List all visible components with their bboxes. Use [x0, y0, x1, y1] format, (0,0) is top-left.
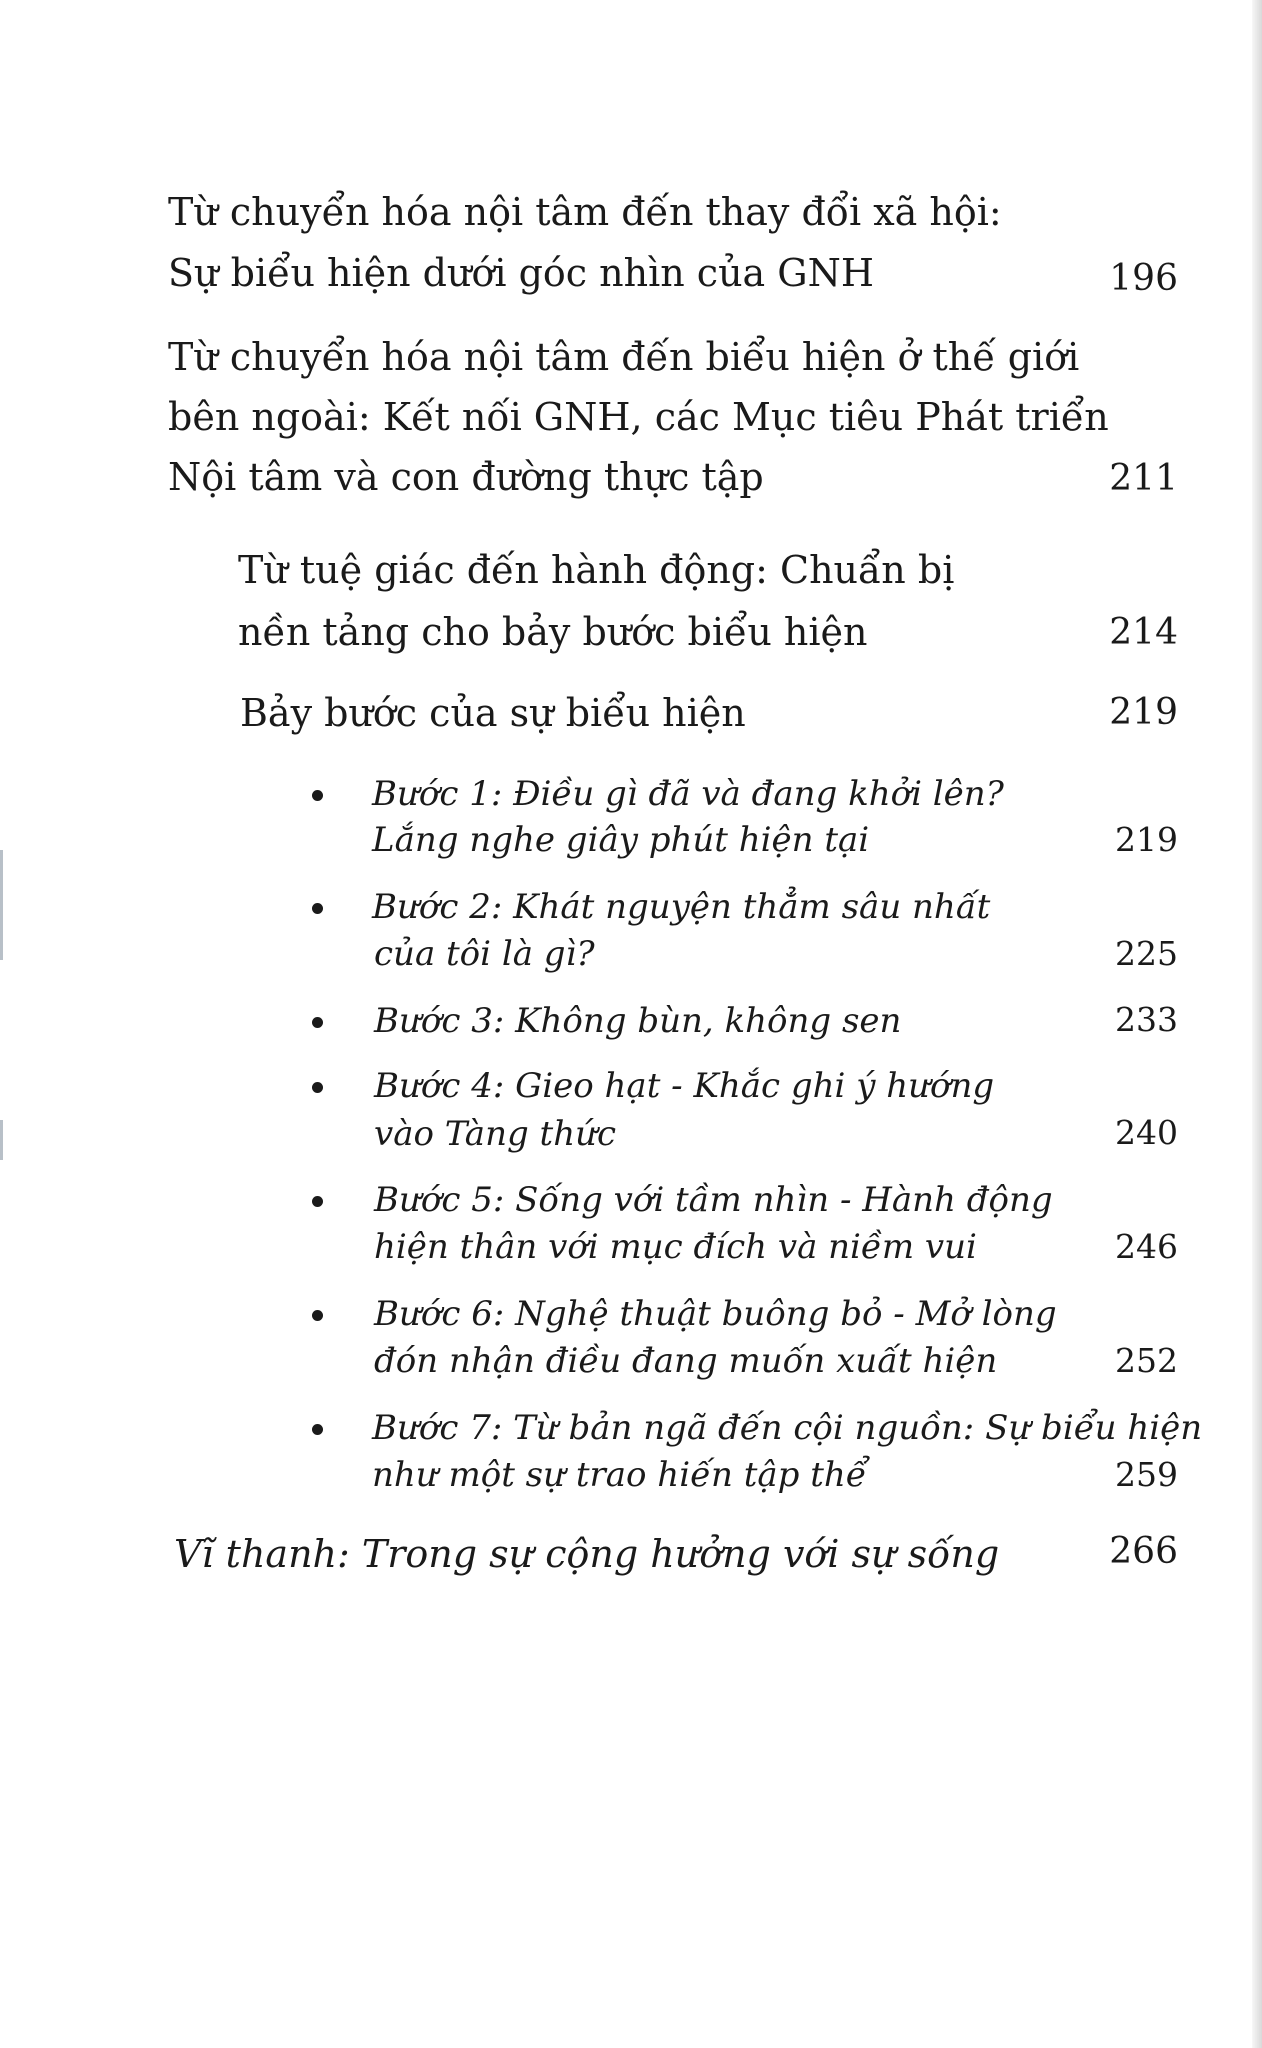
toc-entry-line: Nội tâm và con đường thực tập [168, 455, 764, 499]
toc-page-number: 266 [1109, 1531, 1178, 1572]
bullet-icon [312, 790, 323, 801]
toc-entry-line: Sự biểu hiện dưới góc nhìn của GNH [168, 251, 875, 295]
toc-page-number: 211 [1109, 458, 1178, 499]
toc-entry-line: nền tảng cho bảy bước biểu hiện [238, 610, 868, 654]
bullet-icon [312, 1424, 323, 1435]
toc-page-number: 196 [1109, 258, 1178, 299]
bullet-icon [312, 1196, 323, 1207]
scan-edge-mark [0, 1120, 3, 1160]
toc-entry-line: vào Tàng thức [374, 1114, 617, 1154]
toc-entry-line: Từ chuyển hóa nội tâm đến biểu hiện ở thế giới [168, 335, 1080, 379]
toc-entry-line: Bước 5: Sống với tầm nhìn - Hành động [374, 1180, 1053, 1220]
toc-entry-line: Từ tuệ giác đến hành động: Chuẩn bị [238, 548, 955, 592]
toc-entry-line: Bảy bước của sự biểu hiện [240, 691, 746, 735]
page-edge-shadow [1252, 0, 1262, 2048]
toc-entry-line: Lắng nghe giây phút hiện tại [372, 820, 870, 860]
bullet-icon [312, 1310, 323, 1321]
toc-page-number: 252 [1115, 1341, 1178, 1380]
toc-entry-line: Bước 6: Nghệ thuật buông bỏ - Mở lòng [374, 1294, 1057, 1334]
toc-page-number: 233 [1115, 1000, 1178, 1039]
toc-entry-line: Bước 4: Gieo hạt - Khắc ghi ý hướng [374, 1066, 995, 1106]
toc-page-number: 219 [1115, 820, 1178, 859]
toc-entry-line: bên ngoài: Kết nối GNH, các Mục tiêu Phát triển [168, 395, 1109, 439]
bullet-icon [312, 1082, 323, 1093]
toc-entry-line: Bước 3: Không bùn, không sen [374, 1001, 902, 1041]
toc-entry-line: hiện thân với mục đích và niềm vui [374, 1227, 977, 1267]
toc-page-number: 225 [1115, 934, 1178, 973]
toc-page-number: 214 [1109, 612, 1178, 653]
toc-entry-line: Bước 1: Điều gì đã và đang khởi lên? [372, 774, 1004, 814]
bullet-icon [312, 1017, 323, 1028]
bullet-icon [312, 903, 323, 914]
scan-edge-mark [0, 850, 3, 960]
toc-entry-line: của tôi là gì? [374, 934, 595, 974]
toc-page-number: 246 [1115, 1227, 1178, 1266]
toc-entry-line: đón nhận điều đang muốn xuất hiện [374, 1341, 998, 1381]
toc-entry-line: Vĩ thanh: Trong sự cộng hưởng với sự sống [174, 1532, 1000, 1576]
toc-entry-line: Bước 2: Khát nguyện thẳm sâu nhất [372, 887, 991, 927]
toc-entry-line: như một sự trao hiến tập thể [372, 1455, 867, 1495]
toc-entry-line: Từ chuyển hóa nội tâm đến thay đổi xã hội: [168, 190, 1002, 234]
toc-page-number: 219 [1109, 692, 1178, 733]
toc-entry-line: Bước 7: Từ bản ngã đến cội nguồn: Sự biểu hiện [372, 1408, 1203, 1448]
toc-page-number: 240 [1115, 1113, 1178, 1152]
toc-page-number: 259 [1115, 1455, 1178, 1494]
